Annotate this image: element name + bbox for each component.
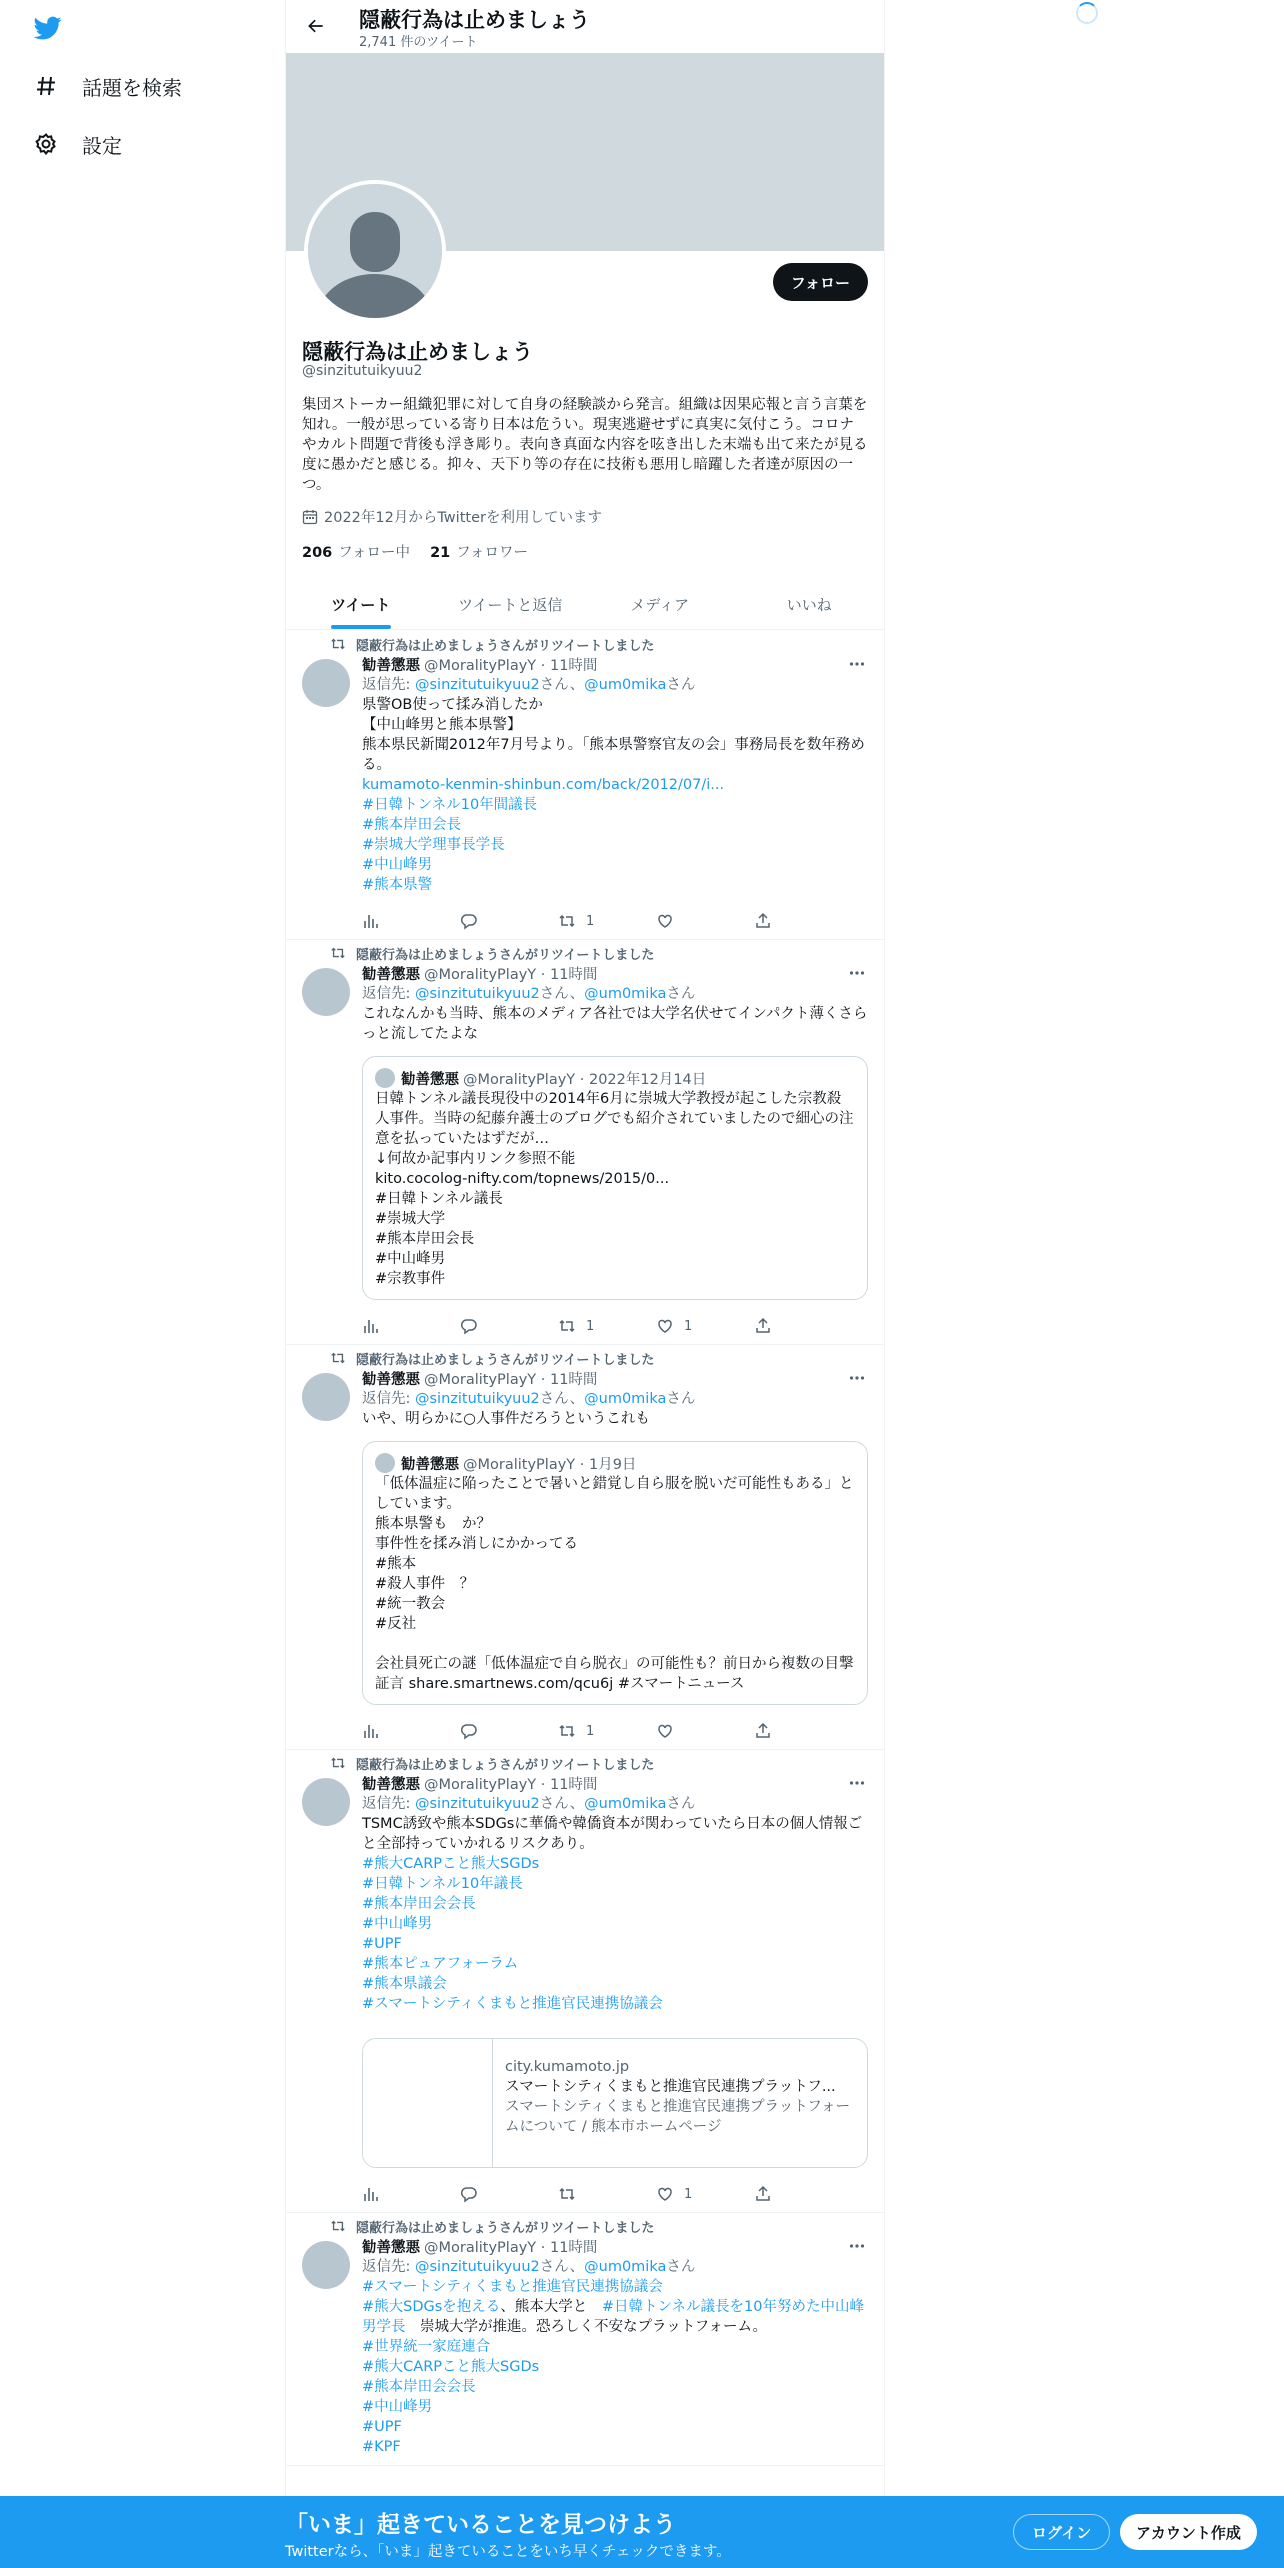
hashtag-link[interactable]: #スマートシティくまもと推進官民連携協議会 bbox=[362, 2279, 663, 2295]
quoted-tweet-avatar bbox=[375, 1453, 395, 1473]
retweet-button[interactable] bbox=[558, 2184, 598, 2204]
hashtag-link[interactable]: #熊大SDGsを抱える bbox=[362, 2299, 501, 2315]
tweet-author-name[interactable]: 勧善懲悪 bbox=[362, 966, 420, 983]
following-label: フォロー中 bbox=[338, 545, 411, 561]
tweet-text-line: 熊本県民新聞2012年7月号より。「熊本県警察官友の会」事務局長を数年務める。 bbox=[362, 737, 865, 773]
tweet-links bbox=[362, 775, 868, 895]
quoted-tweet-author-name: 勧善懲悪 bbox=[401, 1071, 459, 1088]
share-button[interactable] bbox=[754, 911, 794, 931]
tweet-text-line: いや、明らかに○人事件だろうというこれも bbox=[362, 1411, 650, 1427]
reply-context bbox=[362, 984, 868, 1004]
reply-context bbox=[362, 1794, 868, 1814]
more-options-icon[interactable] bbox=[846, 1367, 868, 1389]
nav-settings[interactable] bbox=[32, 124, 122, 164]
followers-link[interactable] bbox=[430, 541, 528, 562]
more-options-icon[interactable] bbox=[846, 962, 868, 984]
tweet bbox=[286, 940, 884, 1345]
like-icon bbox=[656, 2185, 684, 2203]
tweet-author-meta: @MoralityPlayY · 11時間 bbox=[424, 2239, 598, 2256]
hashtag-icon bbox=[32, 72, 60, 100]
quoted-tweet-text-line: #熊本 bbox=[375, 1556, 417, 1572]
followers-label: フォロワー bbox=[456, 545, 529, 561]
tweet-avatar[interactable] bbox=[302, 2241, 350, 2289]
tweet-author-meta: @MoralityPlayY · 11時間 bbox=[424, 1371, 598, 1388]
tweet-main bbox=[362, 962, 868, 1336]
reply-mention-link[interactable]: @um0mika bbox=[584, 1796, 667, 1812]
action-count: 1 bbox=[684, 1318, 693, 1334]
reply-prefix: 返信先: bbox=[362, 986, 415, 1002]
default-avatar-icon bbox=[308, 184, 442, 318]
reply-mention-link[interactable]: @sinzitutuikyuu2 bbox=[415, 677, 540, 693]
quoted-tweet-text-line bbox=[375, 1634, 855, 1654]
reply-mid: さん、 bbox=[539, 986, 585, 1002]
tweet-link[interactable]: #中山峰男 bbox=[362, 1916, 433, 1932]
tweet-link[interactable]: #UPF bbox=[362, 1936, 402, 1952]
tweet-text-part: 崇城大学が推進。恐ろしく不安なプラットフォーム。 bbox=[405, 2319, 767, 2335]
tab-likes[interactable]: いいね bbox=[786, 596, 832, 614]
tweet-author-meta: @MoralityPlayY · 11時間 bbox=[424, 1776, 598, 1793]
reply-button[interactable] bbox=[460, 911, 500, 931]
retweet-icon bbox=[558, 2185, 586, 2203]
analytics-icon bbox=[362, 1317, 390, 1335]
reply-button[interactable] bbox=[460, 2184, 500, 2204]
retweet-indicator-label: 隠蔽行為は止めましょうさんがリツイートしました bbox=[356, 947, 655, 963]
retweet-indicator bbox=[330, 1754, 868, 1772]
reply-button[interactable] bbox=[460, 1316, 500, 1336]
profile-stats bbox=[302, 541, 548, 562]
more-options-icon[interactable] bbox=[846, 1772, 868, 1794]
tweet-author-name[interactable]: 勧善懲悪 bbox=[362, 2239, 420, 2256]
retweet-indicator-label: 隠蔽行為は止めましょうさんがリツイートしました bbox=[356, 1757, 655, 1773]
share-icon bbox=[754, 1317, 782, 1335]
profile-name: 隠蔽行為は止めましょう bbox=[302, 340, 533, 364]
tweet-link[interactable]: #熊本ピュアフォーラム bbox=[362, 1956, 519, 1972]
tweet-author-name[interactable]: 勧善懲悪 bbox=[362, 657, 420, 674]
reply-suffix: さん bbox=[666, 677, 696, 693]
tweet bbox=[286, 631, 884, 940]
reply-icon bbox=[460, 1722, 488, 1740]
tweet-author-name[interactable]: 勧善懲悪 bbox=[362, 1776, 420, 1793]
tweet-actions bbox=[362, 1316, 794, 1336]
retweet-icon bbox=[558, 1722, 586, 1740]
tweet-author-meta: @MoralityPlayY · 11時間 bbox=[424, 966, 598, 983]
nav-explore-label: 話題を検索 bbox=[82, 75, 182, 100]
quoted-tweet-text-line: 会社員死亡の謎「低体温症で自ら脱衣」の可能性も？前日から複数の目撃証言 share.smartnews.com/qcu6j #スマートニュース bbox=[375, 1656, 854, 1692]
share-icon bbox=[754, 2185, 782, 2203]
reply-suffix: さん bbox=[666, 1796, 696, 1812]
quoted-tweet-text-line: #熊本岸田会長 bbox=[375, 1231, 475, 1247]
quoted-tweet-text-line: #日韓トンネル議長 bbox=[375, 1191, 503, 1207]
tweet-link[interactable]: #UPF bbox=[362, 2419, 402, 2435]
reply-prefix: 返信先: bbox=[362, 677, 415, 693]
share-icon bbox=[754, 1722, 782, 1740]
reply-suffix: さん bbox=[666, 2259, 696, 2275]
tweet-author-meta: @MoralityPlayY · 11時間 bbox=[424, 657, 598, 674]
quoted-tweet-meta: @MoralityPlayY · 2022年12月14日 bbox=[463, 1071, 707, 1088]
tweet-header bbox=[362, 2235, 868, 2257]
tweet-actions bbox=[362, 911, 794, 931]
reply-icon bbox=[460, 912, 488, 930]
reply-mention-link[interactable]: @sinzitutuikyuu2 bbox=[415, 1796, 540, 1812]
tweet-link[interactable]: #日韓トンネル10年間議長 bbox=[362, 797, 538, 813]
calendar-icon bbox=[302, 509, 318, 525]
tweet-links bbox=[362, 1854, 868, 2014]
retweet-small-icon bbox=[330, 1755, 346, 1771]
signup-button[interactable]: アカウント作成 bbox=[1120, 2514, 1257, 2550]
reply-prefix: 返信先: bbox=[362, 1796, 415, 1812]
retweet-icon bbox=[558, 912, 586, 930]
action-count: 1 bbox=[586, 1318, 595, 1334]
link-card-description: スマートシティくまもと推進官民連携プラットフォームについて / 熊本市ホームページ bbox=[505, 2099, 851, 2135]
tweet-link[interactable]: #崇城大学理事長学長 bbox=[362, 837, 505, 853]
quoted-tweet-avatar bbox=[375, 1068, 395, 1088]
reply-icon bbox=[460, 2185, 488, 2203]
tab-tweets-and-replies[interactable]: ツイートと返信 bbox=[458, 596, 563, 614]
reply-button[interactable] bbox=[460, 1721, 500, 1741]
reply-suffix: さん bbox=[666, 986, 696, 1002]
profile-avatar[interactable] bbox=[304, 180, 446, 322]
nav-explore[interactable] bbox=[32, 66, 182, 106]
tweet-text-part: 、熊本大学と bbox=[500, 2299, 602, 2315]
link-card-image bbox=[363, 2039, 493, 2167]
tweet-header bbox=[362, 1772, 868, 1794]
retweet-indicator-label: 隠蔽行為は止めましょうさんがリツイートしました bbox=[356, 1352, 655, 1368]
loading-spinner-icon bbox=[1076, 2, 1098, 24]
reply-mid: さん、 bbox=[539, 2259, 585, 2275]
reply-mid: さん、 bbox=[539, 1391, 585, 1407]
quoted-tweet-text-line: #中山峰男 bbox=[375, 1251, 446, 1267]
analytics-icon bbox=[362, 2185, 390, 2203]
tweet-body bbox=[302, 962, 868, 1336]
topbar-title: 隠蔽行為は止めましょう bbox=[359, 8, 590, 32]
reply-mid: さん、 bbox=[539, 677, 585, 693]
tweet-link[interactable]: #KPF bbox=[362, 2439, 401, 2455]
profile-joined bbox=[302, 506, 602, 527]
analytics-button[interactable] bbox=[362, 2184, 402, 2204]
twitter-logo-icon[interactable] bbox=[32, 14, 64, 42]
more-options-icon[interactable] bbox=[846, 653, 868, 675]
gear-icon bbox=[32, 130, 60, 158]
tweet-body bbox=[302, 1367, 868, 1741]
quoted-tweet-text-line: #崇城大学 bbox=[375, 1211, 446, 1227]
quoted-tweet-meta: @MoralityPlayY · 1月9日 bbox=[463, 1456, 637, 1473]
reply-prefix: 返信先: bbox=[362, 1391, 415, 1407]
retweet-small-icon bbox=[330, 945, 346, 961]
tweet-main bbox=[362, 1772, 868, 2204]
tweet-link[interactable]: #中山峰男 bbox=[362, 2399, 433, 2415]
tweet-link[interactable]: #世界統一家庭連合 bbox=[362, 2339, 491, 2355]
retweet-button[interactable] bbox=[558, 1721, 598, 1741]
retweet-small-icon bbox=[330, 636, 346, 652]
reply-context bbox=[362, 675, 868, 695]
like-button[interactable] bbox=[656, 2184, 696, 2204]
tweet bbox=[286, 1345, 884, 1750]
bottom-bar-title: 「いま」起きていることを見つけよう bbox=[285, 2512, 676, 2538]
link-card-text bbox=[493, 2039, 867, 2167]
tweet-link[interactable]: #熊本岸田会会長 bbox=[362, 2379, 476, 2395]
quoted-tweet-text-line: 熊本県警も か？ bbox=[375, 1516, 491, 1532]
tweet-link[interactable]: #中山峰男 bbox=[362, 857, 433, 873]
action-count: 1 bbox=[586, 913, 595, 929]
quoted-tweet-text-line: #宗教事件 bbox=[375, 1271, 446, 1287]
tweet bbox=[286, 1750, 884, 2213]
retweet-indicator bbox=[330, 2217, 868, 2235]
reply-mention-link[interactable]: @sinzitutuikyuu2 bbox=[415, 2259, 540, 2275]
tweet-avatar[interactable] bbox=[302, 659, 350, 707]
link-card[interactable] bbox=[362, 2038, 868, 2168]
retweet-indicator-label: 隠蔽行為は止めましょうさんがリツイートしました bbox=[356, 638, 655, 654]
followers-count: 21 bbox=[430, 545, 451, 561]
following-count: 206 bbox=[302, 545, 333, 561]
profile-bio: 集団ストーカー組織犯罪に対して自身の経験談から発言。組織は因果応報と言う言葉を知れ。一般が思っている寄り日本は危うい。現実逃避せずに真実に気付こう。コロナやカルト問題で背後も浮き彫り。表向き真面な内容を呟き出した末端も出て来たが見る度に愚かだと感じる。抑々、天下り等の存在に技術も悪用し暗躍した者達が原因の一つ。 bbox=[302, 397, 868, 493]
retweet-icon bbox=[558, 1317, 586, 1335]
login-button[interactable]: ログイン bbox=[1013, 2514, 1110, 2550]
tweet-body bbox=[302, 2235, 868, 2457]
profile-joined-text: 2022年12月からTwitterを利用しています bbox=[324, 510, 602, 526]
tweet-text-line: これなんかも当時、熊本のメディア各社では大学名伏せてインパクト薄くさらっと流してたよな bbox=[362, 1006, 868, 1042]
tweet-avatar[interactable] bbox=[302, 1778, 350, 1826]
quoted-tweet-text-line: 日韓トンネル議長現役中の2014年6月に崇城大学教授が起こした宗教殺人事件。当時の紀藤弁護士のブログでも紹介されていましたので細心の注意を払っていたはずだが… bbox=[375, 1091, 854, 1147]
like-button[interactable] bbox=[656, 911, 696, 931]
share-icon bbox=[754, 912, 782, 930]
tweet-text-mixed bbox=[362, 2277, 868, 2337]
tweet-text-line: 県警OB使って揉み消したか bbox=[362, 697, 543, 713]
like-icon bbox=[656, 1317, 684, 1335]
quoted-tweet-header bbox=[375, 1067, 855, 1089]
tweet-avatar[interactable] bbox=[302, 968, 350, 1016]
analytics-button[interactable] bbox=[362, 1721, 402, 1741]
more-options-icon[interactable] bbox=[846, 2235, 868, 2257]
back-arrow-icon[interactable] bbox=[298, 8, 334, 44]
tab-media[interactable]: メディア bbox=[630, 596, 690, 614]
like-icon bbox=[656, 912, 684, 930]
action-count: 1 bbox=[586, 1723, 595, 1739]
quoted-tweet-text-line: #殺人事件 ？ bbox=[375, 1576, 475, 1592]
tweet-link[interactable]: #熊本県議会 bbox=[362, 1976, 447, 1992]
tweet-avatar[interactable] bbox=[302, 1373, 350, 1421]
tweet-header bbox=[362, 962, 868, 984]
reply-mention-link[interactable]: @um0mika bbox=[584, 986, 667, 1002]
retweet-indicator-label: 隠蔽行為は止めましょうさんがリツイートしました bbox=[356, 2220, 655, 2236]
profile-topbar bbox=[286, 0, 884, 52]
quoted-tweet[interactable] bbox=[362, 1056, 868, 1300]
tweet-header bbox=[362, 653, 868, 675]
profile-handle: @sinzitutuikyuu2 bbox=[302, 363, 423, 379]
tweet-link[interactable]: kumamoto-kenmin-shinbun.com/back/2012/07/i... bbox=[362, 777, 725, 793]
quoted-tweet[interactable] bbox=[362, 1441, 868, 1705]
profile-column bbox=[285, 0, 885, 2568]
tweet-link[interactable]: #熊大CARPこと熊大SGDs bbox=[362, 1856, 540, 1872]
reply-context bbox=[362, 2257, 868, 2277]
signup-bottom-bar bbox=[0, 2496, 1284, 2568]
follow-button[interactable]: フォロー bbox=[773, 263, 868, 301]
retweet-indicator bbox=[330, 944, 868, 962]
like-button[interactable] bbox=[656, 1316, 696, 1336]
tweet-main bbox=[362, 653, 868, 931]
quoted-tweet-text-line: #反社 bbox=[375, 1616, 417, 1632]
quoted-tweet-text-line: ↓何故か記事内リンク参照不能 bbox=[375, 1151, 576, 1167]
tweet-text-line: TSMC誘致や熊本SDGsに華僑や韓僑資本が関わっていたら日本の個人情報ごと全部持っていかれるリスクあり。 bbox=[362, 1816, 863, 1852]
retweet-button[interactable] bbox=[558, 1316, 598, 1336]
tweet-link[interactable]: #日韓トンネル10年議長 bbox=[362, 1876, 523, 1892]
tweet-links bbox=[362, 2337, 868, 2457]
retweet-small-icon bbox=[330, 2218, 346, 2234]
reply-mention-link[interactable]: @sinzitutuikyuu2 bbox=[415, 986, 540, 1002]
quoted-tweet-text-line: kito.cocolog-nifty.com/topnews/2015/0... bbox=[375, 1171, 670, 1187]
reply-suffix: さん bbox=[666, 1391, 696, 1407]
quoted-tweet-text-line: 「低体温症に陥ったことで暑いと錯覚し自ら服を脱いだ可能性もある」としています。 bbox=[375, 1476, 854, 1512]
share-button[interactable] bbox=[754, 2184, 794, 2204]
reply-mention-link[interactable]: @um0mika bbox=[584, 1391, 667, 1407]
link-card-title: スマートシティくまもと推進官民連携プラットフ... bbox=[505, 2079, 836, 2095]
reply-mention-link[interactable]: @um0mika bbox=[584, 677, 667, 693]
tweet-link[interactable]: #熊大CARPこと熊大SGDs bbox=[362, 2359, 540, 2375]
nav-settings-label: 設定 bbox=[82, 133, 122, 158]
tweet-main bbox=[362, 2235, 868, 2457]
share-button[interactable] bbox=[754, 1316, 794, 1336]
tweet-body bbox=[302, 653, 868, 931]
reply-mention-link[interactable]: @um0mika bbox=[584, 2259, 667, 2275]
quoted-tweet-author-name: 勧善懲悪 bbox=[401, 1456, 459, 1473]
quoted-tweet-header bbox=[375, 1452, 855, 1474]
tweet-link[interactable]: #熊本岸田会長 bbox=[362, 817, 462, 833]
reply-context bbox=[362, 1389, 868, 1409]
tweet bbox=[286, 2213, 884, 2466]
link-card-domain: city.kumamoto.jp bbox=[505, 2059, 630, 2075]
quoted-tweet-text-line: #統一教会 bbox=[375, 1596, 446, 1612]
tweet-author-name[interactable]: 勧善懲悪 bbox=[362, 1371, 420, 1388]
hashtag-link[interactable]: #日韓トンネル議長を10年努めた中山峰男学長 bbox=[362, 2299, 864, 2335]
topbar-tweet-count: 2,741 件のツイート bbox=[359, 35, 478, 50]
analytics-icon bbox=[362, 1722, 390, 1740]
tab-tweets[interactable]: ツイート bbox=[286, 580, 436, 629]
share-button[interactable] bbox=[754, 1721, 794, 1741]
tweet-link[interactable]: #熊本県警 bbox=[362, 877, 433, 893]
retweet-small-icon bbox=[330, 1350, 346, 1366]
analytics-button[interactable] bbox=[362, 911, 402, 931]
like-button[interactable] bbox=[656, 1721, 696, 1741]
tweet-main bbox=[362, 1367, 868, 1741]
reply-mention-link[interactable]: @sinzitutuikyuu2 bbox=[415, 1391, 540, 1407]
action-count: 1 bbox=[684, 2186, 693, 2202]
reply-mid: さん、 bbox=[539, 1796, 585, 1812]
bottom-bar-subtitle: Twitterなら、「いま」起きていることをいち早くチェックできます。 bbox=[285, 2544, 731, 2560]
tweet-text-line: 【中山峰男と熊本県警】 bbox=[362, 717, 522, 733]
retweet-indicator bbox=[330, 635, 868, 653]
profile-tabs bbox=[286, 580, 884, 630]
following-link[interactable] bbox=[302, 541, 410, 562]
tweet-link[interactable]: #スマートシティくまもと推進官民連携協議会 bbox=[362, 1996, 663, 2012]
analytics-button[interactable] bbox=[362, 1316, 402, 1336]
tweet-header bbox=[362, 1367, 868, 1389]
retweet-indicator bbox=[330, 1349, 868, 1367]
retweet-button[interactable] bbox=[558, 911, 598, 931]
tweet-actions bbox=[362, 2184, 794, 2204]
tweet-link[interactable]: #熊本岸田会会長 bbox=[362, 1896, 476, 1912]
analytics-icon bbox=[362, 912, 390, 930]
reply-icon bbox=[460, 1317, 488, 1335]
reply-prefix: 返信先: bbox=[362, 2259, 415, 2275]
tweet-list bbox=[286, 631, 884, 2466]
quoted-tweet-text-line: 事件性を揉み消しにかかってる bbox=[375, 1536, 578, 1552]
tweet-actions bbox=[362, 1721, 794, 1741]
like-icon bbox=[656, 1722, 684, 1740]
tweet-body bbox=[302, 1772, 868, 2204]
